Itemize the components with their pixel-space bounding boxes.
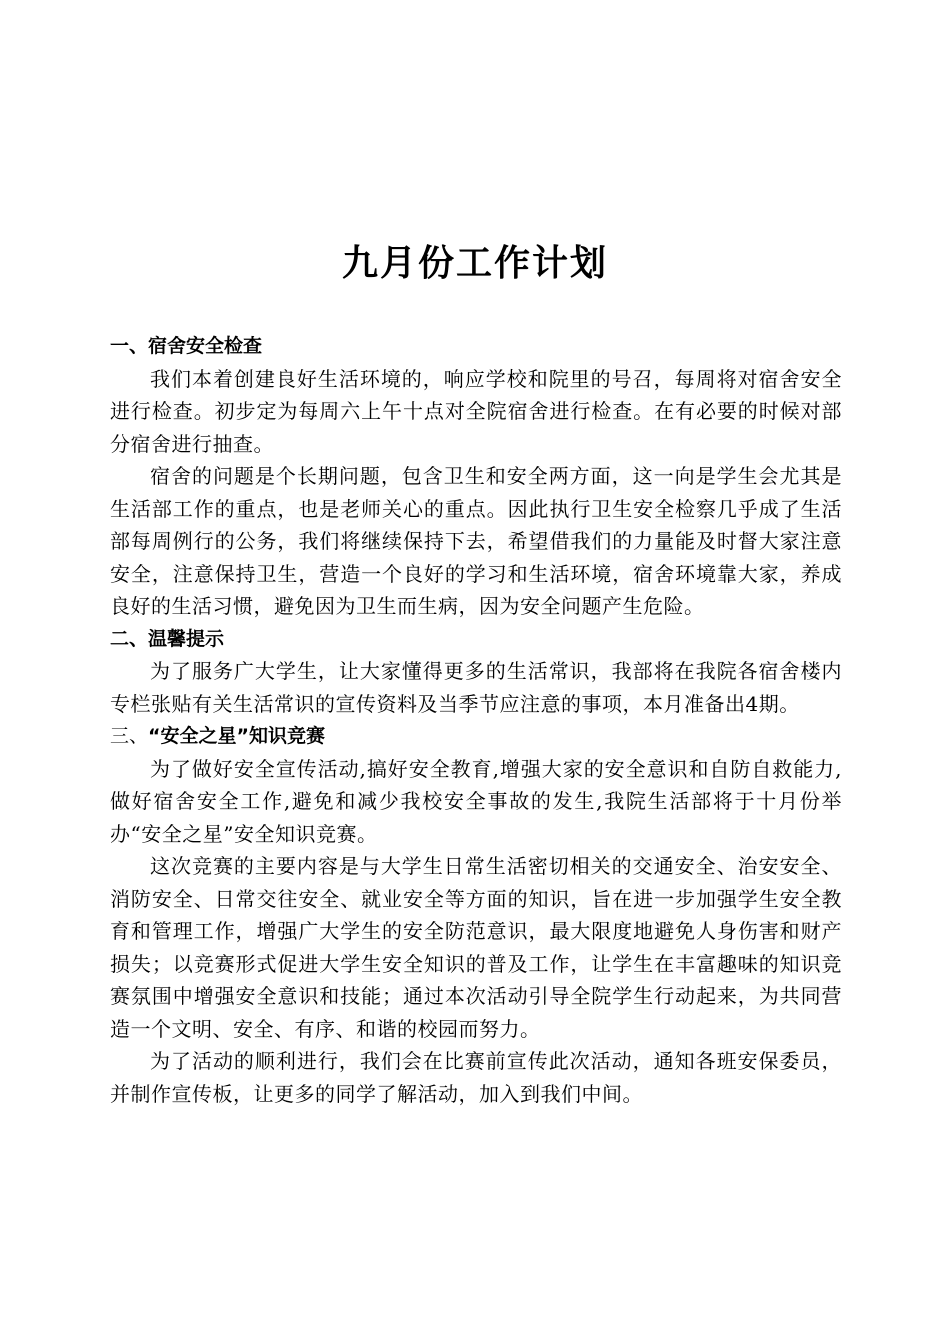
document-body xyxy=(110,330,842,1110)
paragraph: 为了服务广大学生，让大家懂得更多的生活常识，我部将在我院各宿舍楼内专栏张贴有关生活常识的宣传资料及当季节应注意的事项，本月准备出4期。 xyxy=(110,659,842,716)
section-heading-quiz xyxy=(110,720,842,753)
paragraph: 为了做好安全宣传活动,搞好安全教育,增强大家的安全意识和自防自救能力,做好宿舍安全工作,避免和减少我校安全事故的发生,我院生活部将于十月份举办“安全之星”安全知识竞赛。 xyxy=(110,756,842,846)
paragraph: 宿舍的问题是个长期问题，包含卫生和安全两方面，这一向是学生会尤其是生活部工作的重点，也是老师关心的重点。因此执行卫生安全检察几乎成了生活部每周例行的公务，我们将继续保持下去，希望借我们的力量能及时督大家注意安全，注意保持卫生，营造一个良好的学习和生活环境，宿舍环境靠大家，养成良好的生活习惯，避免因为卫生而生病，因为安全问题产生危险。 xyxy=(110,464,842,618)
section-number: 三、 xyxy=(110,725,149,747)
section-heading-tips: 二、温馨提示 xyxy=(110,627,225,650)
paragraph: 我们本着创建良好生活环境的，响应学校和院里的号召，每周将对宿舍安全进行检查。初步定为每周六上午十点对全院宿舍进行检查。在有必要的时候对部分宿舍进行抽查。 xyxy=(110,366,842,456)
paragraph: 为了活动的顺利进行，我们会在比赛前宣传此次活动，通知各班安保委员，并制作宣传板，让更多的同学了解活动，加入到我们中间。 xyxy=(110,1049,842,1106)
paragraph: 这次竞赛的主要内容是与大学生日常生活密切相关的交通安全、治安安全、消防安全、日常交往安全、就业安全等方面的知识，旨在进一步加强学生安全教育和管理工作，增强广大学生的安全防范意识，最大限度地避免人身伤害和财产损失；以竞赛形式促进大学生安全知识的普及工作，让学生在丰富趣味的知识竞赛氛围中增强安全意识和技能；通过本次活动引导全院学生行动起来，为共同营造一个文明、安全、有序、和谐的校园而努力。 xyxy=(110,854,842,1041)
section-heading-text: “安全之星”知识竞赛 xyxy=(148,725,325,747)
page-title: 九月份工作计划 xyxy=(341,243,608,284)
section-heading-dorm-safety: 一、宿舍安全检查 xyxy=(110,335,263,357)
